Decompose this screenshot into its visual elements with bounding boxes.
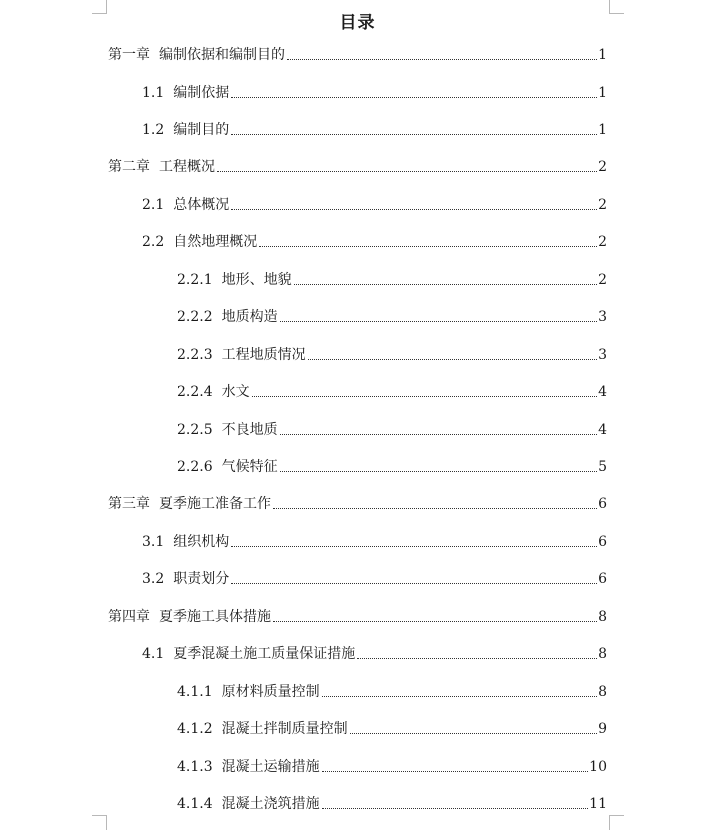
toc-entry-label [177,458,279,476]
page-corner-mark-bottom-left [92,815,107,830]
toc-dot-leader [322,808,589,809]
toc-entry-number: 4.1.1 [177,683,213,700]
toc-entry-number: 2.2.5 [177,421,213,438]
toc-entry-label [177,720,349,738]
toc-entry-number: 4.1.3 [177,758,213,775]
toc-dot-leader [322,696,597,697]
toc-entry-page-number: 11 [589,796,607,812]
toc-entry-number: 第一章 [108,47,150,63]
toc-entry-text: 混凝土运输措施 [221,758,320,775]
toc-entry-number: 4.1.2 [177,721,213,738]
toc-entry-page-number: 2 [598,159,607,176]
toc-entry-label [177,795,321,813]
toc-entry-number: 4.1 [142,646,165,663]
toc-dot-leader [280,471,597,472]
toc-dot-leader [231,134,597,135]
toc-entry[interactable] [142,641,607,663]
toc-entry-number: 2.2.3 [177,346,213,363]
toc-entry[interactable] [142,529,607,551]
toc-entry-page-number: 6 [598,571,607,588]
toc-entry[interactable] [108,491,607,513]
toc-entry-page-number: 3 [598,309,607,326]
toc-entry[interactable] [108,604,607,626]
toc-dot-leader [231,209,597,210]
toc-dot-leader [231,583,597,584]
toc-entry-text: 夏季施工准备工作 [159,496,271,513]
toc-entry-page-number: 4 [598,384,607,401]
toc-entry[interactable] [108,42,607,64]
toc-entry-text: 编制目的 [173,121,230,138]
toc-entry-text: 工程概况 [159,159,215,176]
toc-entry-label [142,533,230,551]
toc-entry-text: 水文 [221,384,250,401]
toc-entry-page-number: 4 [598,421,607,438]
toc-entry-number: 2.2.2 [177,309,213,326]
toc-entry-label [177,383,251,401]
toc-entry-text: 原材料质量控制 [221,683,320,700]
toc-dot-leader [273,621,597,622]
toc-entry[interactable] [142,192,607,214]
toc-entry[interactable] [108,154,607,176]
toc-dot-leader [357,658,597,659]
toc-entry[interactable] [177,379,607,401]
toc-entry-number: 1.2 [142,121,165,138]
toc-entry-text: 夏季施工具体措施 [159,608,271,625]
toc-entry-label [142,233,258,251]
toc-entry[interactable] [142,566,607,588]
toc-title: 目录 [339,13,376,33]
toc-dot-leader [231,546,597,547]
toc-entry-page-number: 8 [598,646,607,663]
toc-entry-number: 第三章 [108,496,150,513]
toc-entry-label [177,346,307,364]
toc-entry[interactable] [177,754,607,776]
toc-entry-text: 不良地质 [221,421,278,438]
toc-entry-number: 2.2.6 [177,459,213,475]
toc-entry-number: 第四章 [108,608,150,625]
toc-entry-text: 地质构造 [221,309,278,326]
toc-entry-number: 3.2 [142,571,165,588]
toc-entry-number: 第二章 [108,159,150,176]
toc-entry-label [142,196,230,214]
toc-dot-leader [350,733,597,734]
toc-entry-page-number: 2 [598,234,607,251]
toc-dot-leader [280,434,597,435]
toc-entry[interactable] [177,417,607,439]
toc-entry-label [142,84,230,102]
page-corner-mark-bottom-right [609,815,624,830]
toc-entry-text: 职责划分 [173,571,230,588]
toc-entry-page-number: 1 [598,47,607,63]
toc-entry[interactable] [177,454,607,476]
toc-entry-number: 4.1.4 [177,796,213,812]
toc-entry-label [142,121,230,139]
toc-dot-leader [287,59,597,60]
toc-entry[interactable] [177,791,607,813]
toc-entry-text: 混凝土拌制质量控制 [221,721,348,738]
toc-dot-leader [322,771,589,772]
toc-entry-number: 2.2.4 [177,384,213,401]
toc-entry-number: 2.2 [142,234,165,251]
toc-entry-page-number: 6 [598,533,607,550]
toc-entry-label [177,271,293,289]
toc-entry-label [108,608,272,626]
toc-dot-leader [294,284,597,285]
toc-entry-page-number: 5 [598,459,607,475]
toc-entry-text: 自然地理概况 [173,234,258,251]
toc-entry-text: 编制依据 [173,84,230,101]
toc-entry-text: 气候特征 [221,459,278,475]
toc-entry-number: 1.1 [142,84,165,101]
toc-entry-text: 地形、地貌 [221,271,292,288]
toc-entry-text: 工程地质情况 [221,346,306,363]
toc-entry[interactable] [142,80,607,102]
toc-entry[interactable] [177,304,607,326]
toc-entry-label [177,683,321,701]
toc-entry-label [108,495,272,513]
toc-entry[interactable] [177,342,607,364]
toc-entry-page-number: 3 [598,346,607,363]
toc-entry-page-number: 9 [598,721,607,738]
toc-entry-page-number: 8 [598,608,607,625]
toc-entry[interactable] [142,229,607,251]
toc-entry-text: 组织机构 [173,533,230,550]
toc-entry-label [142,645,356,663]
toc-dot-leader [273,508,597,509]
toc-dot-leader [217,171,597,172]
toc-entry-page-number: 10 [589,758,607,775]
toc-dot-leader [280,321,597,322]
toc-entry-page-number: 6 [598,496,607,513]
toc-entry[interactable] [177,679,607,701]
toc-entry[interactable] [177,267,607,289]
toc-dot-leader [231,97,597,98]
toc-entry[interactable] [177,716,607,738]
toc-dot-leader [308,359,597,360]
toc-entry-label [108,158,216,176]
toc-entry-page-number: 2 [598,271,607,288]
toc-entry-page-number: 2 [598,196,607,213]
toc-entry-page-number: 1 [598,84,607,101]
toc-entry-number: 2.1 [142,196,165,213]
toc-entry-label [142,570,230,588]
toc-entry-number: 2.2.1 [177,271,213,288]
toc-entry-page-number: 1 [598,121,607,138]
toc-entry-label [108,46,286,64]
toc-entry-text: 夏季混凝土施工质量保证措施 [173,646,356,663]
toc-entry-text: 编制依据和编制目的 [159,47,285,63]
toc-entry-number: 3.1 [142,533,165,550]
toc-dot-leader [252,396,597,397]
toc-entry[interactable] [142,117,607,139]
toc-entry-text: 总体概况 [173,196,230,213]
toc-entry-text: 混凝土浇筑措施 [221,796,320,812]
toc-entry-label [177,421,279,439]
toc-entry-label [177,758,321,776]
toc-dot-leader [259,246,597,247]
toc-entry-label [177,308,279,326]
toc-entry-page-number: 8 [598,683,607,700]
